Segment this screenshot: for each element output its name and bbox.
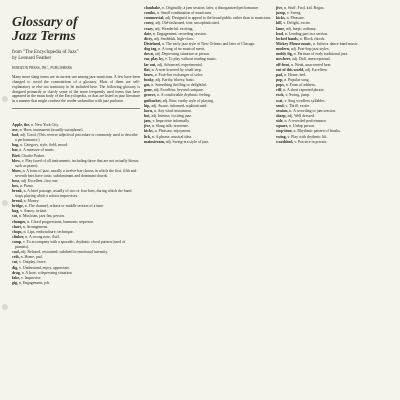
glossary-definition: v. Delight, excite.	[282, 21, 311, 26]
glossary-term: down,	[144, 52, 155, 57]
glossary-definition: n. Partisan of early traditional jazz.	[292, 52, 349, 57]
glossary-entry	[12, 123, 140, 128]
glossary-term: kicks,	[276, 16, 286, 21]
glossary-entry	[276, 88, 400, 93]
glossary-term: out of this world,	[276, 67, 305, 72]
glossary-term: changes,	[12, 219, 27, 224]
glossary-entry	[12, 230, 140, 235]
glossary-entry	[144, 83, 272, 88]
glossary-definition: n. Four-bar exchanges of solos.	[153, 72, 204, 77]
glossary-term: lead,	[276, 31, 284, 36]
glossary-entry	[276, 52, 400, 57]
glossary-term: jump,	[276, 11, 286, 16]
glossary-term: cut,	[12, 260, 19, 265]
glossary-entry	[12, 184, 140, 189]
glossary-entry	[276, 16, 400, 21]
glossary-entry	[144, 78, 272, 83]
glossary-definition: n. Home, bed.	[283, 72, 307, 77]
glossary-definition: adj. Wonderful, exciting.	[153, 26, 194, 31]
glossary-term: kill,	[276, 21, 283, 26]
glossary-definition: adj. Inept; ordinary.	[284, 26, 317, 31]
glossary-definition: adj. Post-bop jazz styles.	[289, 47, 330, 52]
glossary-definition: adj. Designed to appeal to the broad public rather than to musicians.	[164, 16, 272, 21]
glossary-columns	[12, 6, 388, 400]
glossary-entry	[12, 169, 140, 179]
intro-paragraph: Many more slang terms are in current use among jazz musicians. A few have been changed to avoid the connotations of a glossary. Most of them are self-explanatory or else too transitory to be included here. The following glossary is designed primarily to clarify some of the more frequently used terms that have appeared in the main body of the Encyclopedia, or that are listed in jazz literature in a manner that might confuse the reader unfamiliar with jazz parlance.	[12, 75, 140, 104]
glossary-definition: n. Pleasure, enjoyment.	[153, 129, 192, 134]
glossary-entry	[12, 179, 140, 184]
glossary-entry	[276, 37, 400, 42]
glossary-definition: v. Sing wordless syllables.	[283, 98, 326, 103]
glossary-definition: v. Swing.	[285, 11, 302, 16]
glossary-term: riff,	[276, 88, 283, 93]
glossary-entry	[144, 68, 272, 73]
glossary-entry	[276, 73, 400, 78]
glossary-entry	[276, 140, 400, 145]
glossary-term: crib,	[12, 255, 20, 260]
glossary-entry	[276, 32, 400, 37]
glossary-column-2	[144, 6, 272, 400]
glossary-definition: n. Inferior dance band music.	[311, 41, 359, 46]
glossary-entry	[276, 11, 400, 16]
glossary-term: boss,	[12, 178, 21, 183]
glossary-entry	[144, 140, 272, 145]
glossary-entry	[144, 88, 272, 93]
glossary-definition: adj. Excellent.	[304, 67, 328, 72]
glossary-term: woodshed,	[276, 139, 294, 144]
glossary-entry	[144, 124, 272, 129]
glossary-term: dig,	[12, 265, 19, 270]
glossary-term: Bird.	[12, 153, 21, 158]
glossary-definition: Charlie Parker.	[20, 153, 45, 158]
glossary-entry	[276, 42, 400, 47]
glossary-entry	[12, 199, 140, 204]
glossary-definition: v. Improvise informally.	[151, 119, 190, 124]
glossary-entry	[12, 240, 140, 250]
glossary-term: blues,	[12, 168, 22, 173]
glossary-entry	[12, 260, 140, 265]
glossary-term: drag,	[12, 270, 21, 275]
glossary-term: bad,	[12, 133, 20, 138]
glossary-term: pop,	[276, 77, 284, 82]
glossary-entry	[276, 83, 400, 88]
glossary-entry	[12, 281, 140, 286]
glossary-entry	[144, 99, 272, 104]
glossary-definition: n. A phrase, musical idea.	[151, 134, 192, 139]
glossary-definition: adj. Aware, informed, sophisticated.	[150, 103, 208, 108]
glossary-entry	[144, 47, 272, 52]
glossary-term: jam,	[144, 119, 152, 124]
glossary-definition: n. The channel, release or middle section of a tune.	[23, 204, 104, 209]
glossary-entry	[276, 114, 400, 119]
glossary-term: swing,	[276, 134, 287, 139]
glossary-term: nowhere,	[276, 57, 292, 62]
glossary-term: rock,	[276, 93, 285, 98]
glossary-entry	[276, 47, 400, 52]
glossary-definition: n. A brief passage, usually of two or four bars, during which the band stops playing while a soloist improvises.	[15, 189, 132, 198]
glossary-term: gone,	[144, 88, 153, 93]
glossary-entry	[276, 27, 400, 32]
punch-hole-mark	[2, 96, 8, 102]
publisher-credit: HORIZON PRESS, INC., PUBLISHERS	[12, 66, 72, 70]
glossary-term: cool,	[12, 250, 20, 255]
glossary-term: dog tag,	[144, 47, 158, 52]
glossary-entry	[144, 42, 272, 47]
glossary-term: blow,	[12, 158, 21, 163]
glossary-term: pops,	[276, 83, 285, 88]
glossary-term: bug,	[12, 209, 20, 214]
glossary-definition: n. A form of jazz, usually a twelve-bar chorus in which the first, fifth and seventh bars have tonic, subdominant and dominant chords.	[15, 168, 137, 178]
glossary-term: horn,	[144, 108, 153, 113]
glossary-definition: v. Play (used of all instruments, including those that are not actually blown, such as piano).	[15, 158, 140, 168]
glossary-entry	[144, 93, 272, 98]
glossary-definition: adj. Snobbish, high-class.	[152, 36, 194, 41]
glossary-definition: n. Form of address.	[284, 83, 316, 88]
glossary-definition: n. Pleasure.	[285, 16, 305, 21]
glossary-entry	[144, 37, 272, 42]
glossary-entry	[144, 119, 272, 124]
glossary-term: fours,	[144, 72, 154, 77]
glossary-definition: adj. Dull, unexceptional.	[291, 57, 331, 62]
glossary-entry	[276, 6, 400, 11]
glossary-term: Dixieland,	[144, 41, 161, 46]
glossary-term: ear, play by,	[144, 57, 164, 62]
glossary-term: bag,	[12, 143, 20, 148]
glossary-entry	[12, 189, 140, 199]
glossary-term: jive,	[144, 124, 152, 129]
glossary-definition: n. Engagement; recording session.	[152, 31, 207, 36]
glossary-term: chart,	[12, 224, 22, 229]
punch-hole-mark	[2, 200, 8, 206]
glossary-term: stop-time,	[276, 129, 293, 134]
glossary-definition: n. A recording or jam session.	[288, 108, 336, 113]
glossary-term: bar,	[12, 148, 19, 153]
glossary-term: corny,	[144, 21, 155, 26]
glossary-definition: n. A bore, a depressing situation.	[20, 270, 73, 275]
glossary-term: gas,	[144, 83, 151, 88]
glossary-term: axe,	[12, 128, 19, 133]
glossary-term: funky,	[144, 77, 155, 82]
glossary-definition: v. To accompany with a sporadic, rhythmic chord pattern (used of pianists).	[15, 240, 126, 249]
glossary-entry	[144, 11, 272, 16]
glossary-term: gutbucket,	[144, 98, 162, 103]
glossary-definition: adj. Swing-era style of jazz.	[164, 139, 210, 144]
glossary-entry	[144, 129, 272, 134]
glossary-term: moldy fig,	[276, 52, 293, 57]
glossary-term: fake,	[12, 275, 21, 280]
glossary-entry	[12, 128, 140, 133]
glossary-entry	[12, 209, 140, 214]
glossary-definition: adj. Well dressed.	[286, 113, 315, 118]
glossary-definition: n. Unhip person.	[288, 124, 316, 129]
glossary-term: Mickey Mouse music,	[276, 41, 312, 46]
glossary-entry	[12, 225, 140, 230]
glossary-term: kicks,	[144, 129, 154, 134]
glossary-definition: adj. Excellent, beyond compare.	[152, 88, 204, 93]
glossary-definition: n. New York City.	[30, 123, 60, 128]
glossary-definition: n. Piano.	[19, 183, 34, 188]
glossary-entry	[12, 204, 140, 209]
glossary-entry	[12, 255, 140, 260]
glossary-definition: n. A recorded performance.	[283, 119, 327, 124]
glossary-entries	[276, 6, 400, 145]
glossary-definition: adj. Good. (This reverse adjectival procedure is commonly used to describe a performance.)	[15, 133, 138, 143]
glossary-definition: adj. Old-fashioned, trite, unsophisticated.	[154, 21, 220, 26]
subtitle: from "The Encyclopedia of Jazz"	[12, 50, 79, 55]
glossary-entry	[276, 57, 400, 62]
glossary-term: date,	[144, 31, 153, 36]
glossary-entry	[144, 27, 272, 32]
glossary-definition: n. A wrong note, fluff.	[24, 234, 60, 239]
glossary-entry	[144, 109, 272, 114]
glossary-definition: n. Slang talk; nonsense.	[151, 124, 189, 129]
glossary-definition: n. A measure of music.	[18, 148, 56, 153]
glossary-term: hot,	[144, 113, 151, 118]
glossary-definition: n. Stuff. Fool, kid. Bogus.	[283, 6, 325, 10]
glossary-term: off-beat,	[276, 62, 290, 67]
glossary-column-3	[276, 6, 400, 400]
glossary-term: cat,	[12, 214, 18, 219]
section-divider	[12, 108, 140, 109]
glossary-definition: v. Swing, jump.	[284, 93, 310, 98]
page-title: Glossary of Jazz Terms	[12, 15, 78, 44]
glossary-definition: n. Home, pad.	[19, 255, 43, 260]
glossary-term: combo,	[144, 11, 156, 16]
glossary-definition: adj. Excellent, first rate.	[20, 178, 59, 183]
glossary-term: flat,	[144, 67, 151, 72]
glossary-term: dicty,	[144, 36, 153, 41]
glossary-term: clambake,	[144, 6, 161, 10]
glossary-definition: n. Arrangement.	[21, 224, 48, 229]
article-header	[12, 6, 140, 123]
glossary-definition: v. To play without reading music.	[163, 57, 217, 62]
glossary-term: sharp,	[276, 113, 287, 118]
glossary-entry	[276, 99, 400, 104]
glossary-entries	[12, 123, 140, 286]
glossary-definition: n. Engagement, job.	[17, 280, 51, 285]
glossary-definition: n. Rhythmic pattern of breaks.	[292, 129, 341, 134]
glossary-definition: n. Lips, embouchure; technique.	[22, 229, 74, 234]
glossary-term: break,	[12, 189, 23, 193]
glossary-term: square,	[276, 124, 289, 129]
glossary-term: pad,	[276, 72, 284, 77]
glossary-term: groove,	[144, 93, 157, 98]
glossary-term: chops,	[12, 229, 23, 234]
glossary-entry	[144, 135, 272, 140]
glossary-definition: v. Practice in private.	[293, 139, 328, 144]
glossary-definition: n. A song of no musical merit.	[157, 47, 206, 52]
glossary-term: scat,	[276, 98, 284, 103]
glossary-entry	[12, 159, 140, 169]
glossary-definition: v. Thrill, excite.	[284, 103, 311, 108]
glossary-entry	[12, 235, 140, 240]
glossary-term: session,	[276, 108, 289, 113]
glossary-definition: adj. Relaxed, restrained; subdued in emotional intensity.	[19, 250, 109, 255]
glossary-term: locked hands,	[276, 36, 299, 41]
glossary-entry	[144, 114, 272, 119]
glossary-term: bread,	[12, 198, 23, 203]
glossary-entry	[12, 148, 140, 153]
glossary-term: side,	[276, 119, 284, 124]
glossary-term: hip,	[144, 103, 151, 108]
glossary-column-1	[12, 6, 140, 400]
glossary-definition: n. Chord progressions, harmonic sequence.	[26, 219, 95, 224]
glossary-entry	[144, 32, 272, 37]
glossary-definition: n. Weak, unaccented beat.	[289, 62, 332, 67]
glossary-entry	[12, 271, 140, 276]
glossary-definition: n. Money.	[22, 198, 40, 203]
glossary-term: box,	[12, 183, 20, 188]
glossary-term: Apple, the.	[12, 123, 31, 128]
glossary-entry	[144, 6, 272, 11]
glossary-entry	[276, 109, 400, 114]
glossary-entry	[144, 57, 272, 62]
glossary-definition: n. A short repeated phrase.	[282, 88, 325, 93]
glossary-definition: n. Horn, instrument (usually saxophone).	[18, 128, 84, 133]
glossary-definition: n. Block chords.	[298, 36, 326, 41]
glossary-term: send,	[276, 103, 285, 108]
glossary-entry	[144, 63, 272, 68]
glossary-definition: adj. Intense, exciting jazz.	[150, 113, 192, 118]
glossary-entry	[12, 276, 140, 281]
glossary-entry	[276, 129, 400, 134]
glossary-entry	[276, 63, 400, 68]
glossary-term: gig,	[12, 280, 18, 285]
glossary-entry	[12, 133, 140, 143]
glossary-entry	[276, 119, 400, 124]
glossary-entry	[12, 143, 140, 148]
glossary-term: crazy,	[144, 26, 154, 31]
glossary-entry	[144, 21, 272, 26]
glossary-definition: n. Leading part in a section.	[283, 31, 329, 36]
glossary-entry	[276, 124, 400, 129]
glossary-term: far out,	[144, 62, 157, 67]
glossary-term: bridge,	[12, 204, 24, 209]
glossary-entries	[144, 6, 272, 145]
glossary-entry	[12, 250, 140, 255]
glossary-entry	[12, 214, 140, 219]
glossary-term: lick,	[144, 134, 152, 139]
punch-hole-mark	[2, 304, 8, 310]
glossary-term: modern,	[276, 47, 290, 52]
glossary-term: mainstream,	[144, 139, 165, 144]
glossary-entry	[12, 154, 140, 159]
glossary-definition: v. Play with rhythmic lift.	[286, 134, 328, 139]
glossary-definition: n. Musician, jazz fan, person.	[17, 214, 65, 219]
glossary-definition: n. A comfortable rhythmic feeling.	[156, 93, 211, 98]
glossary-definition: v. Outplay; leave.	[18, 260, 47, 265]
glossary-definition: n. Something thrilling or delightful.	[150, 83, 207, 88]
glossary-definition: n. Popular song.	[283, 77, 310, 82]
glossary-entry	[276, 135, 400, 140]
glossary-entry	[144, 16, 272, 21]
glossary-definition: n. Category, style, field, mood.	[19, 143, 69, 148]
glossary-definition: n. The early jazz style of New Orleans and later of Chicago.	[160, 41, 256, 46]
glossary-entry	[12, 266, 140, 271]
glossary-entry	[12, 220, 140, 225]
glossary-definition: v. Improvise.	[20, 275, 42, 280]
glossary-term: lame,	[276, 26, 285, 31]
glossary-definition: adj. Earthy, bluesy, basic.	[154, 77, 196, 82]
glossary-term: jive,	[276, 6, 284, 10]
glossary-entry	[144, 73, 272, 78]
glossary-definition: adj. Depressing situation or person.	[154, 52, 211, 57]
glossary-term: clinker,	[12, 234, 25, 239]
glossary-term: comp,	[12, 240, 23, 245]
glossary-entry	[144, 104, 272, 109]
glossary-definition: n. Originally, a jam session; later, a disorganized performance.	[160, 6, 260, 10]
glossary-entry	[276, 68, 400, 73]
glossary-definition: n. A note lowered by a half step.	[150, 67, 202, 72]
glossary-entry	[276, 93, 400, 98]
glossary-definition: adj. Raw, earthy style of playing.	[161, 98, 214, 103]
glossary-definition: adj. Advanced, experimental.	[156, 62, 203, 67]
glossary-definition: n. Small combination of musicians.	[156, 11, 213, 16]
author-byline: by Leonard Feather	[12, 56, 52, 61]
glossary-term: commercial,	[144, 16, 165, 21]
glossary-entry	[276, 104, 400, 109]
glossary-entry	[276, 21, 400, 26]
glossary-definition: n. Any wind instrument.	[152, 108, 192, 113]
glossary-definition: v. Annoy, irritate.	[19, 209, 48, 214]
glossary-definition: v. Understand, enjoy, appreciate.	[18, 265, 70, 270]
glossary-entry	[276, 78, 400, 83]
glossary-entry	[144, 52, 272, 57]
